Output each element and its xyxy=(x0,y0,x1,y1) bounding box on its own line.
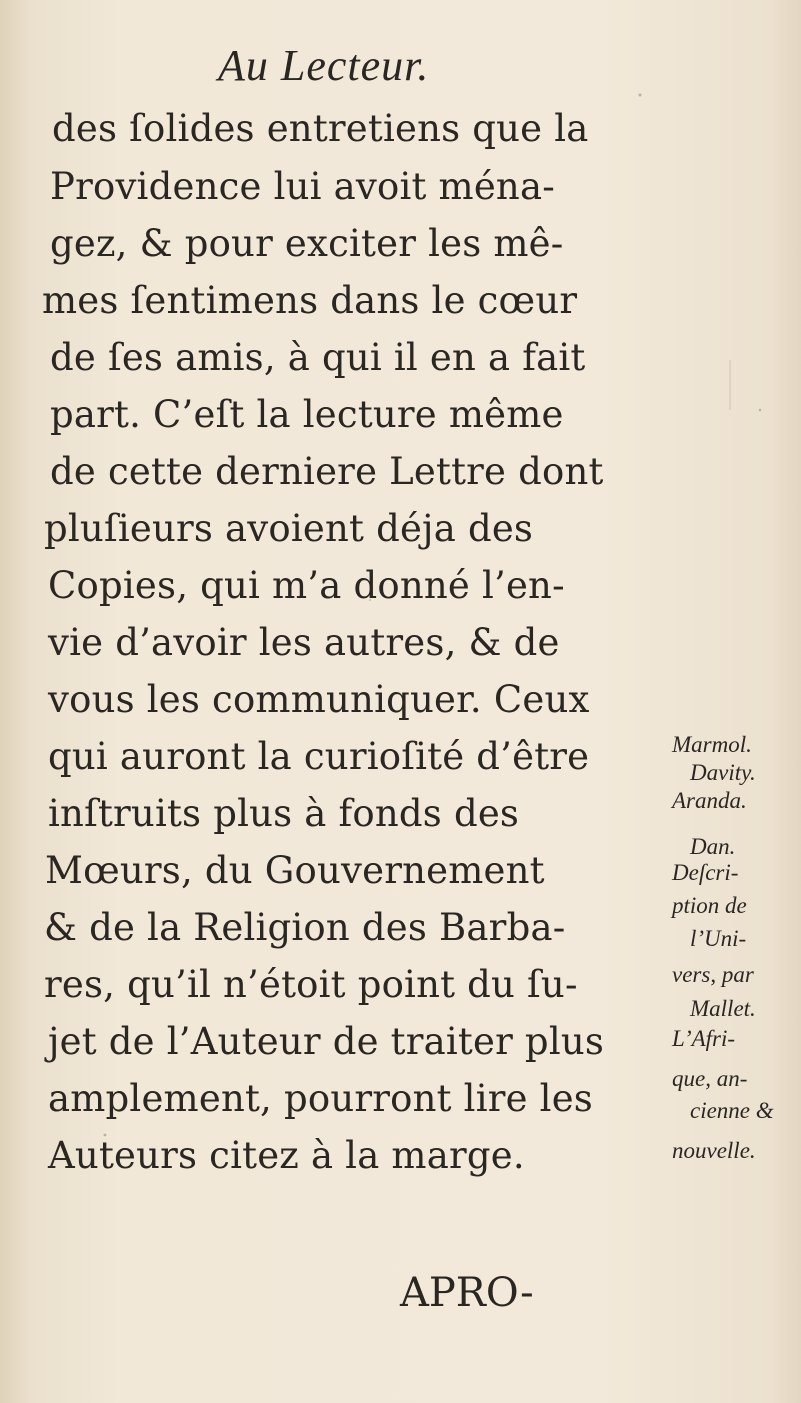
text-line: Mœurs, du Gouvernement xyxy=(45,849,545,892)
text-line: vie d’avoir les autres, & de xyxy=(48,621,560,664)
text-line: pluſieurs avoient déja des xyxy=(44,507,534,550)
text-line: qui auront la curioſité d’être xyxy=(48,735,590,778)
margin-note: cienne & xyxy=(690,1098,774,1123)
text-line: res, qu’il n’étoit point du ſu- xyxy=(44,963,578,1006)
text-line: inſtruits plus à fonds des xyxy=(48,792,520,835)
text-line: Copies, qui m’a donné l’en- xyxy=(48,564,565,607)
margin-note: L’Afri- xyxy=(672,1026,736,1051)
text-line: Providence lui avoit ména- xyxy=(50,165,555,208)
margin-note: Marmol. xyxy=(672,732,752,757)
margin-note: Dan. xyxy=(690,834,736,859)
text-line: amplement, pourront lire les xyxy=(48,1077,593,1120)
margin-note: Deſcri- xyxy=(672,860,739,885)
text-line: jet de l’Auteur de traiter plus xyxy=(48,1020,605,1063)
margin-note: l’Uni- xyxy=(690,926,747,951)
text-line: gez, & pour exciter les mê- xyxy=(50,222,564,265)
text-line: de cette derniere Lettre dont xyxy=(50,450,604,493)
margin-note: vers, par xyxy=(672,962,754,987)
text-line: part. C’eſt la lecture même xyxy=(50,393,564,436)
text-line: & de la Religion des Barba- xyxy=(44,906,566,949)
margin-note: Davity. xyxy=(690,760,756,785)
text-line: mes ſentimens dans le cœur xyxy=(42,279,578,322)
text-line: Auteurs citez à la marge. xyxy=(48,1134,525,1177)
text-line: des ſolides entretiens que la xyxy=(52,107,589,150)
margin-note: Aranda. xyxy=(672,788,747,813)
margin-note: Mallet. xyxy=(690,996,756,1021)
text-line: vous les communiquer. Ceux xyxy=(48,678,590,721)
margin-note: que, an- xyxy=(672,1066,748,1091)
running-header: Au Lecteur. xyxy=(218,41,430,90)
catchword: APRO- xyxy=(400,1270,534,1316)
margin-note: ption de xyxy=(672,893,747,918)
margin-note: nouvelle. xyxy=(672,1138,756,1163)
text-line: de ſes amis, à qui il en a fait xyxy=(50,336,586,379)
